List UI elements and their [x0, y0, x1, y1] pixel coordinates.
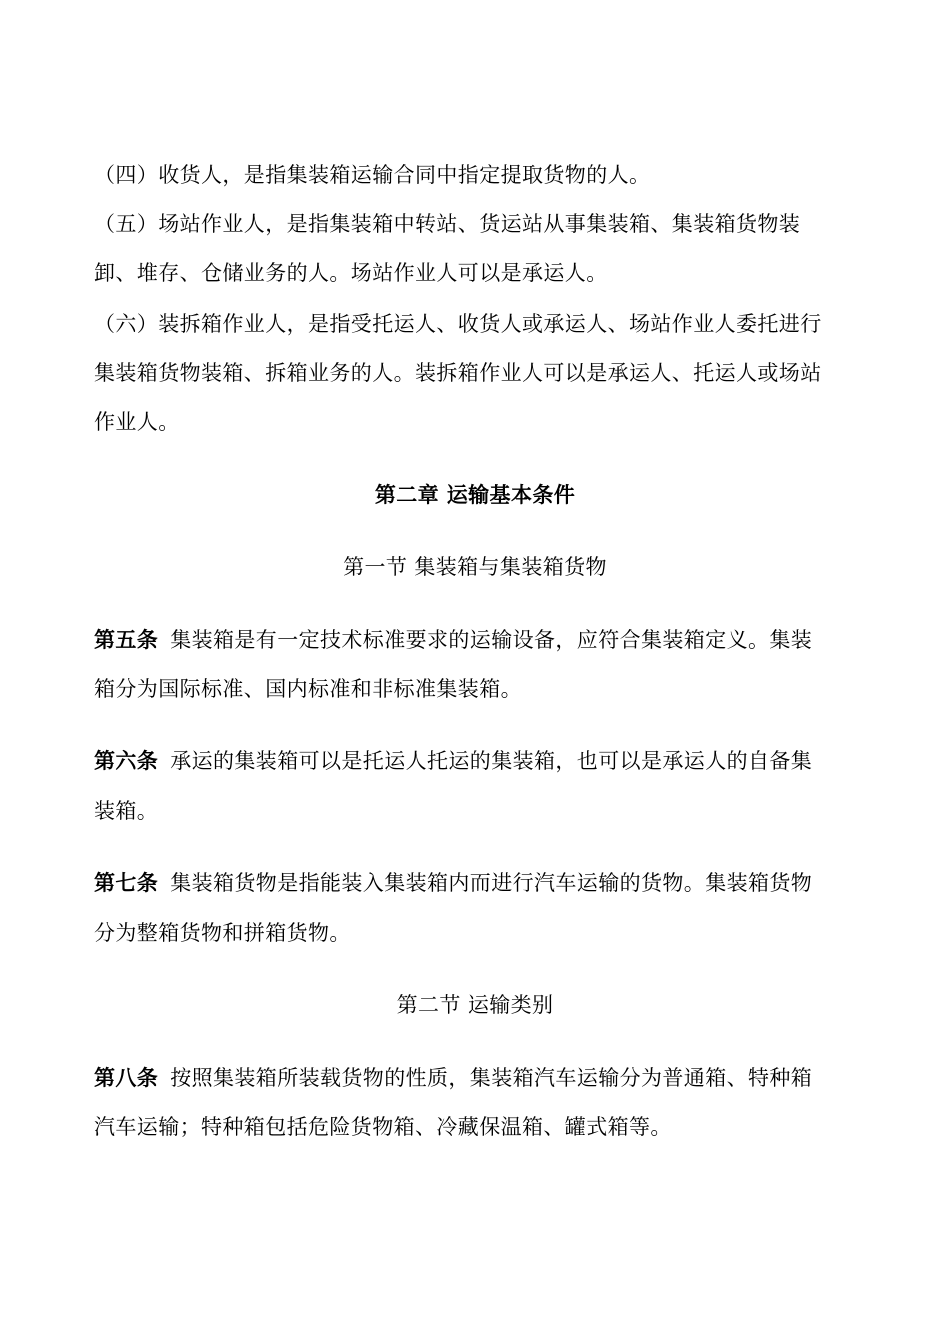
article-8-line-2: 汽车运输；特种箱包括危险货物箱、冷藏保温箱、罐式箱等。 — [94, 1115, 672, 1139]
article-5-line-1 — [94, 625, 812, 655]
article-8-label: 第八条 — [94, 1065, 159, 1090]
article-6-label: 第六条 — [94, 748, 159, 773]
definition-item-4: （四）收货人，是指集装箱运输合同中指定提取货物的人。 — [94, 163, 651, 187]
article-6-text-1: 承运的集装箱可以是托运人托运的集装箱，也可以是承运人的自备集 — [170, 749, 813, 773]
definition-item-6-line-2: 集装箱货物装箱、拆箱业务的人。装拆箱作业人可以是承运人、托运人或场站 — [94, 361, 822, 385]
article-6-line-2: 装箱。 — [94, 799, 159, 823]
article-7-text-1: 集装箱货物是指能装入集装箱内而进行汽车运输的货物。集装箱货物 — [170, 871, 813, 895]
definition-item-6-line-1: （六）装拆箱作业人，是指受托运人、收货人或承运人、场站作业人委托进行 — [94, 312, 822, 336]
article-8-line-1 — [94, 1063, 812, 1093]
definition-item-5-line-1: （五）场站作业人，是指集装箱中转站、货运站从事集装箱、集装箱货物装 — [94, 212, 801, 236]
article-5-line-2: 箱分为国际标准、国内标准和非标准集装箱。 — [94, 677, 522, 701]
article-8-text-1: 按照集装箱所装载货物的性质，集装箱汽车运输分为普通箱、特种箱 — [170, 1066, 813, 1090]
article-7-line-1 — [94, 868, 812, 898]
article-7-line-2: 分为整箱货物和拼箱货物。 — [94, 921, 351, 945]
section-1-title: 第一节 集装箱与集装箱货物 — [343, 555, 607, 579]
definition-item-6-line-3: 作业人。 — [94, 410, 180, 434]
article-6-line-1 — [94, 746, 812, 776]
article-5-label: 第五条 — [94, 627, 159, 652]
definition-item-5-line-2: 卸、堆存、仓储业务的人。场站作业人可以是承运人。 — [94, 261, 608, 285]
article-5-text-1: 集装箱是有一定技术标准要求的运输设备，应符合集装箱定义。集装 — [170, 628, 813, 652]
section-2-title: 第二节 运输类别 — [396, 993, 554, 1017]
chapter-title: 第二章 运输基本条件 — [374, 482, 576, 507]
article-7-label: 第七条 — [94, 870, 159, 895]
